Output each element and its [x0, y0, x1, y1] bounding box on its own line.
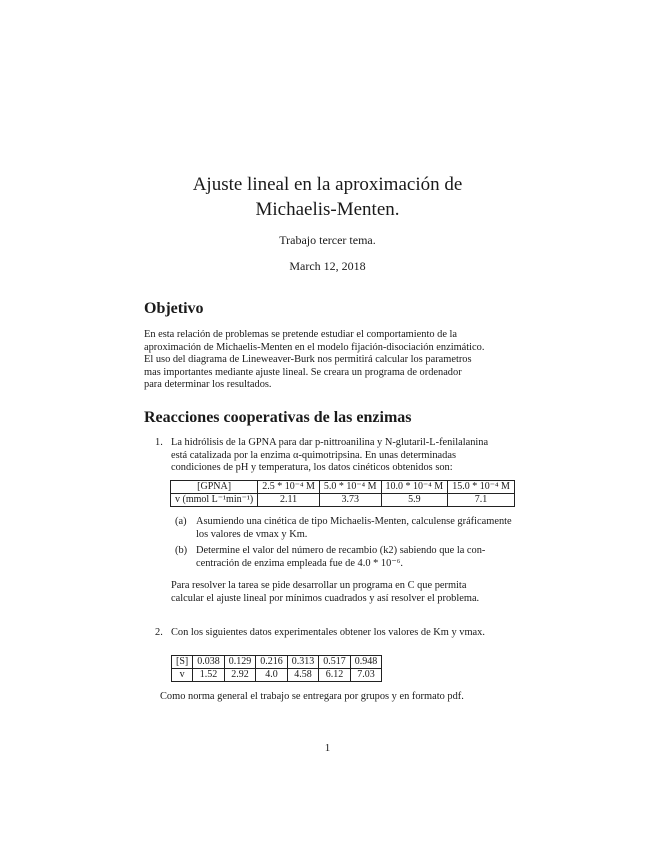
table-cell: 0.038 — [193, 656, 225, 669]
subitem-b-label: (b) — [175, 545, 188, 556]
table-cell: 4.0 — [256, 669, 288, 682]
table-cell: 7.1 — [448, 494, 515, 507]
table-cell: 7.03 — [350, 669, 382, 682]
subitem-a-line: los valores de vmax y Km. — [196, 528, 308, 540]
table-row — [172, 669, 382, 682]
table-cell: 0.129 — [224, 656, 256, 669]
problem-1-note — [171, 580, 525, 605]
problem-2-number: 2. — [155, 627, 163, 638]
note-line: calcular el ajuste lineal por mínimos cuadrados y así resolver el problema. — [171, 592, 480, 604]
table-cell: 6.12 — [319, 669, 351, 682]
table-cell: 5.0 * 10⁻⁴ M — [319, 481, 381, 494]
document-title — [130, 172, 525, 222]
table-cell: 0.517 — [319, 656, 351, 669]
table-cell: 2.92 — [224, 669, 256, 682]
objetivo-line: mas importantes mediante ajuste lineal. Se creara un programa de ordenador — [144, 366, 462, 378]
table-cell: v (mmol L⁻¹min⁻¹) — [171, 494, 258, 507]
subitem-b-line: centración de enzima empleada fue de 4.0 * 10⁻⁶. — [196, 557, 404, 569]
objetivo-line: En esta relación de problemas se pretende estudiar el comportamiento de la — [144, 329, 458, 340]
problem-2-line: Con los siguientes datos experimentales obtener los valores de Km y vmax. — [171, 627, 485, 638]
objetivo-paragraph — [144, 329, 516, 392]
subtitle: Trabajo tercer tema. — [279, 233, 376, 247]
table-cell: 2.5 * 10⁻⁴ M — [258, 481, 320, 494]
table-cell: 5.9 — [381, 494, 448, 507]
table-row — [171, 481, 515, 494]
table-cell: 15.0 * 10⁻⁴ M — [448, 481, 515, 494]
title-line-1: Ajuste lineal en la aproximación de — [192, 174, 463, 195]
subitem-a-label: (a) — [175, 516, 187, 527]
table-cell: v — [172, 669, 193, 682]
objetivo-line: El uso del diagrama de Lineweaver-Burk nos permitirá calcular los parametros — [144, 354, 472, 366]
table-cell: 1.52 — [193, 669, 225, 682]
subitem-a-line: Asumiendo una cinética de tipo Michaelis-Menten, calculense gráficamente — [196, 516, 512, 527]
table-row — [171, 494, 515, 507]
problem-1-line: está catalizada por la enzima α-quimotripsina. En unas determinadas — [171, 449, 457, 461]
table-cell: 0.313 — [287, 656, 319, 669]
substrate-data-table — [171, 655, 382, 682]
problem-1-line: La hidrólisis de la GPNA para dar p-nittroanilina y N-glutaril-L-fenilalanina — [171, 437, 489, 448]
objetivo-line: para determinar los resultados. — [144, 379, 272, 391]
closing-note: Como norma general el trabajo se entregara por grupos y en formato pdf. — [160, 691, 464, 702]
problem-1-line: condiciones de pH y temperatura, los datos cinéticos obtenidos son: — [171, 462, 453, 474]
objetivo-line: aproximación de Michaelis-Menten en el modelo fijación-disociación enzimático. — [144, 341, 485, 353]
problem-1-number: 1. — [155, 437, 163, 448]
table-cell: 10.0 * 10⁻⁴ M — [381, 481, 448, 494]
table-cell: [S] — [172, 656, 193, 669]
date: March 12, 2018 — [289, 259, 366, 273]
page-number: 1 — [324, 742, 331, 754]
title-line-2: Michaelis-Menten. — [255, 199, 400, 220]
table-cell: 2.11 — [258, 494, 320, 507]
subitem-b-line: Determine el valor del número de recambio (k2) sabiendo que la con- — [196, 545, 486, 556]
table-cell: 4.58 — [287, 669, 319, 682]
table-cell: 0.216 — [256, 656, 288, 669]
table-row — [172, 656, 382, 669]
table-cell: 0.948 — [350, 656, 382, 669]
table-cell: 3.73 — [319, 494, 381, 507]
table-cell: [GPNA] — [171, 481, 258, 494]
note-line: Para resolver la tarea se pide desarrollar un programa en C que permita — [171, 580, 467, 591]
section-heading-reacciones: Reacciones cooperativas de las enzimas — [144, 409, 412, 426]
gpna-data-table — [170, 480, 515, 507]
section-heading-objetivo: Objetivo — [144, 300, 204, 317]
